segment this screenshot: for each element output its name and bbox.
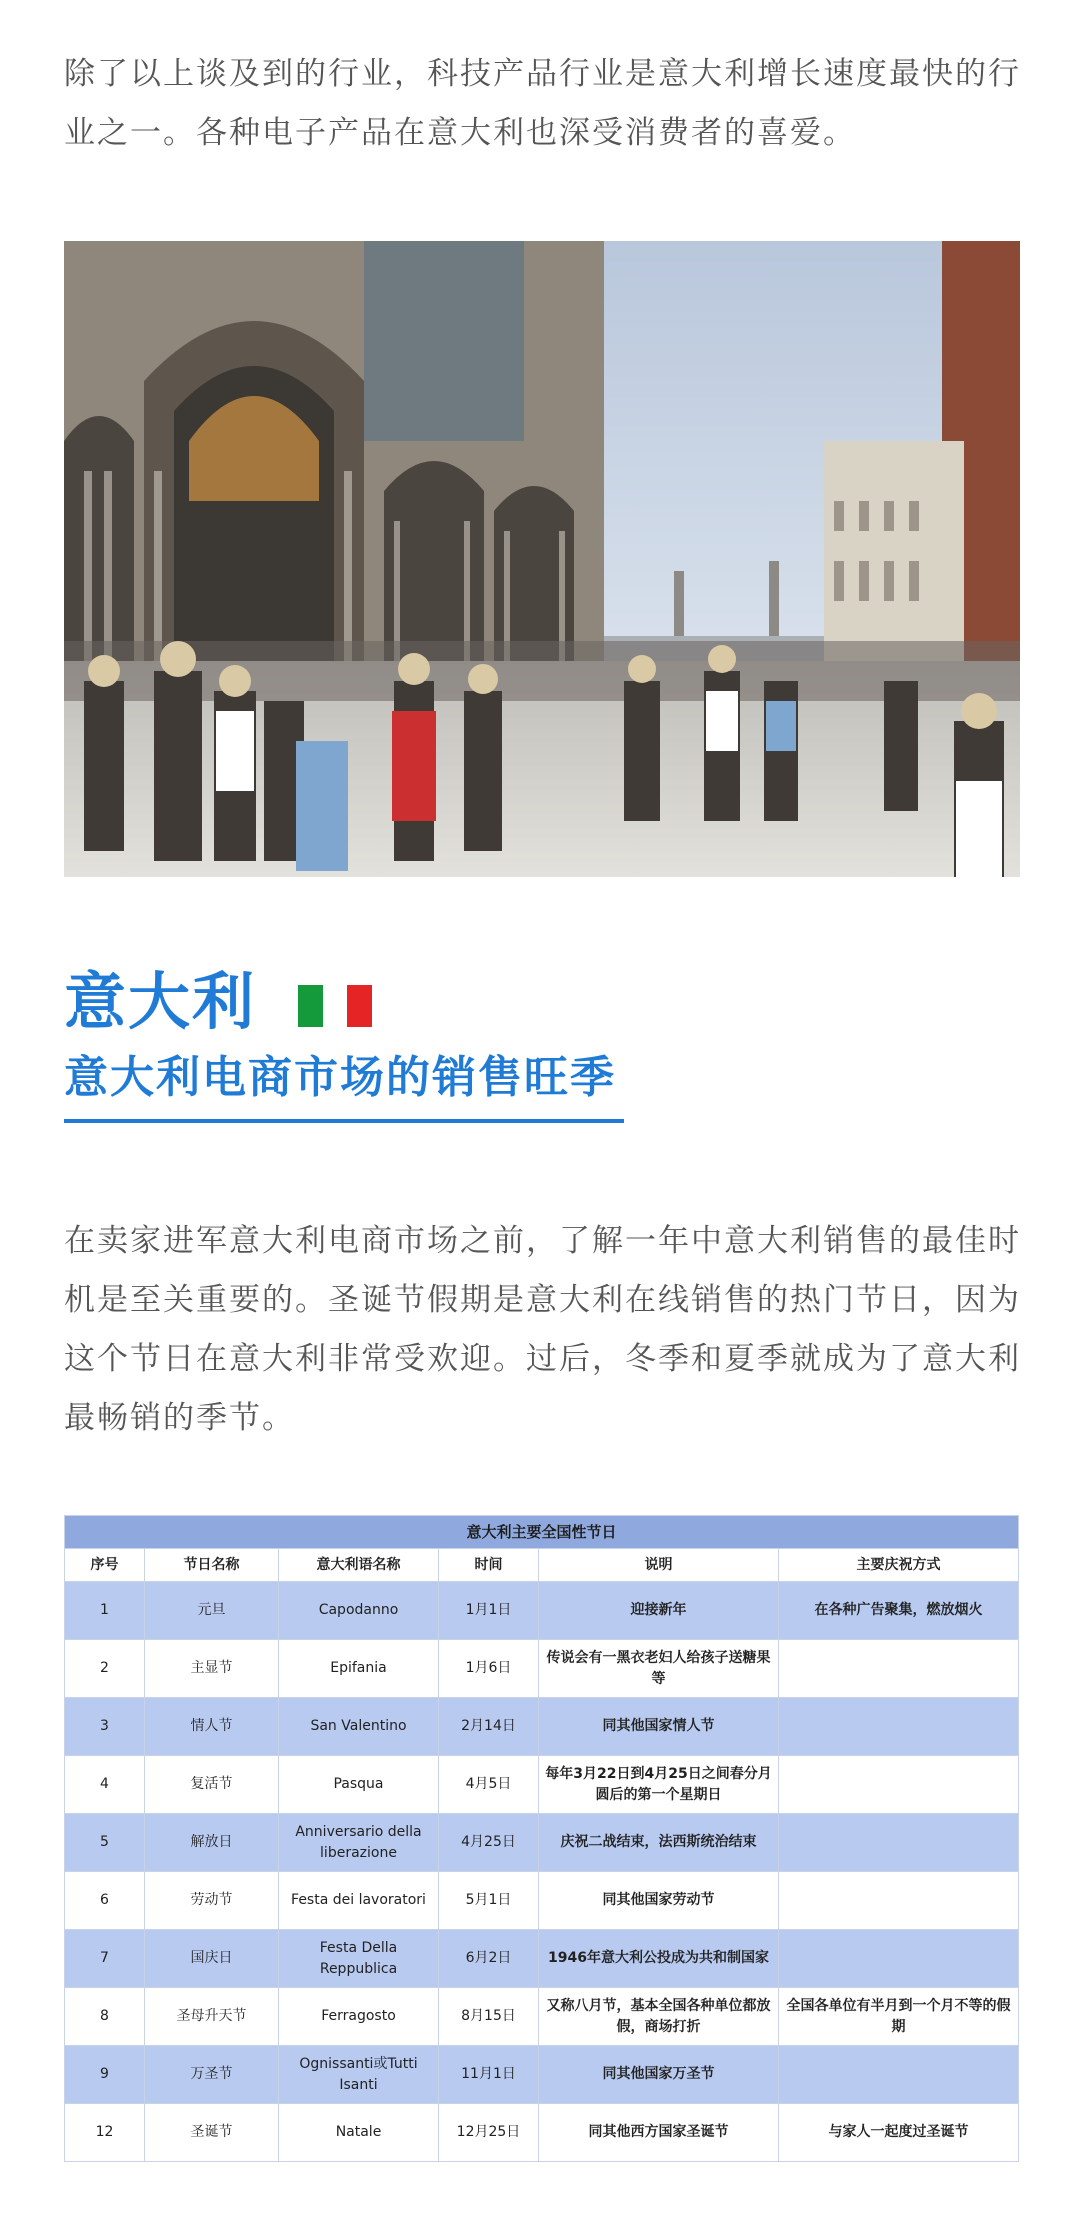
table-cell: 圣诞节	[145, 2104, 279, 2162]
table-cell: Pasqua	[279, 1756, 439, 1814]
table-cell: 12月25日	[439, 2104, 539, 2162]
table-cell	[779, 1756, 1019, 1814]
table-cell: 同其他国家万圣节	[539, 2046, 779, 2104]
table-cell: 在各种广告聚集，燃放烟火	[779, 1582, 1019, 1640]
table-cell: 国庆日	[145, 1930, 279, 1988]
table-row	[65, 1814, 1019, 1872]
table-row	[65, 1756, 1019, 1814]
table-cell: Natale	[279, 2104, 439, 2162]
table-cell: 4	[65, 1756, 145, 1814]
table-cell: 又称八月节，基本全国各种单位都放假，商场打折	[539, 1988, 779, 2046]
section-subtitle: 意大利电商市场的销售旺季	[64, 1052, 616, 1103]
heading-underline	[64, 1119, 624, 1123]
table-cell: 7	[65, 1930, 145, 1988]
page-title: 意大利	[64, 965, 257, 1038]
table-cell: 8月15日	[439, 1988, 539, 2046]
table-cell	[779, 1872, 1019, 1930]
table-cell	[779, 2046, 1019, 2104]
table-cell: 迎接新年	[539, 1582, 779, 1640]
body-paragraph: 在卖家进军意大利电商市场之前，了解一年中意大利销售的最佳时机是至关重要的。圣诞节假期是意大利在线销售的热门节日，因为这个节日在意大利非常受欢迎。过后，冬季和夏季就成为了意大利最畅销的季节。	[64, 1223, 1021, 1436]
table-header-cell: 主要庆祝方式	[779, 1549, 1019, 1582]
table-cell: 元旦	[145, 1582, 279, 1640]
table-cell: 劳动节	[145, 1872, 279, 1930]
holidays-table	[64, 1515, 1019, 2162]
table-cell: 1946年意大利公投成为共和制国家	[539, 1930, 779, 1988]
table-row	[65, 1930, 1019, 1988]
table-header-cell: 时间	[439, 1549, 539, 1582]
table-cell: 与家人一起度过圣诞节	[779, 2104, 1019, 2162]
table-cell: 5	[65, 1814, 145, 1872]
table-cell: 全国各单位有半月到一个月不等的假期	[779, 1988, 1019, 2046]
table-row	[65, 1698, 1019, 1756]
table-cell: Epifania	[279, 1640, 439, 1698]
table-row	[65, 1582, 1019, 1640]
table-cell: 9	[65, 2046, 145, 2104]
table-row	[65, 1872, 1019, 1930]
italy-flag-icon	[298, 985, 372, 1027]
table-header-row	[65, 1549, 1019, 1582]
table-caption: 意大利主要全国性节日	[65, 1516, 1019, 1549]
table-cell: San Valentino	[279, 1698, 439, 1756]
table-cell: 1月1日	[439, 1582, 539, 1640]
table-cell: 万圣节	[145, 2046, 279, 2104]
table-cell: 6月2日	[439, 1930, 539, 1988]
table-header-cell: 序号	[65, 1549, 145, 1582]
venice-square-photo	[64, 241, 1020, 877]
table-cell: 2月14日	[439, 1698, 539, 1756]
table-cell: 5月1日	[439, 1872, 539, 1930]
table-cell	[779, 1930, 1019, 1988]
table-header-cell: 意大利语名称	[279, 1549, 439, 1582]
table-cell: 同其他国家情人节	[539, 1698, 779, 1756]
table-cell: 6	[65, 1872, 145, 1930]
table-cell: 同其他西方国家圣诞节	[539, 2104, 779, 2162]
table-row	[65, 1640, 1019, 1698]
table-cell: Festa dei lavoratori	[279, 1872, 439, 1930]
table-row	[65, 2046, 1019, 2104]
table-cell	[779, 1814, 1019, 1872]
table-cell	[779, 1640, 1019, 1698]
table-cell: Ognissanti或Tutti Isanti	[279, 2046, 439, 2104]
table-cell: Festa Della Reppublica	[279, 1930, 439, 1988]
table-cell: 4月5日	[439, 1756, 539, 1814]
table-cell: Ferragosto	[279, 1988, 439, 2046]
table-cell: 12	[65, 2104, 145, 2162]
table-cell: 11月1日	[439, 2046, 539, 2104]
table-row	[65, 2104, 1019, 2162]
table-body	[65, 1582, 1019, 2162]
table-cell: 3	[65, 1698, 145, 1756]
table-cell: Capodanno	[279, 1582, 439, 1640]
table-cell: 4月25日	[439, 1814, 539, 1872]
table-cell: 2	[65, 1640, 145, 1698]
table-cell: 圣母升天节	[145, 1988, 279, 2046]
intro-paragraph: 除了以上谈及到的行业，科技产品行业是意大利增长速度最快的行业之一。各种电子产品在意大利也深受消费者的喜爱。	[64, 56, 1021, 151]
table-cell: 庆祝二战结束，法西斯统治结束	[539, 1814, 779, 1872]
table-cell: 1	[65, 1582, 145, 1640]
table-row	[65, 1988, 1019, 2046]
table-cell: 每年3月22日到4月25日之间春分月圆后的第一个星期日	[539, 1756, 779, 1814]
table-cell: 解放日	[145, 1814, 279, 1872]
table-cell	[779, 1698, 1019, 1756]
table-cell: 传说会有一黑衣老妇人给孩子送糖果等	[539, 1640, 779, 1698]
table-cell: 8	[65, 1988, 145, 2046]
table-header-cell: 说明	[539, 1549, 779, 1582]
table-cell: Anniversario della liberazione	[279, 1814, 439, 1872]
table-cell: 情人节	[145, 1698, 279, 1756]
table-cell: 同其他国家劳动节	[539, 1872, 779, 1930]
table-cell: 复活节	[145, 1756, 279, 1814]
table-header-cell: 节日名称	[145, 1549, 279, 1582]
table-cell: 1月6日	[439, 1640, 539, 1698]
table-cell: 主显节	[145, 1640, 279, 1698]
